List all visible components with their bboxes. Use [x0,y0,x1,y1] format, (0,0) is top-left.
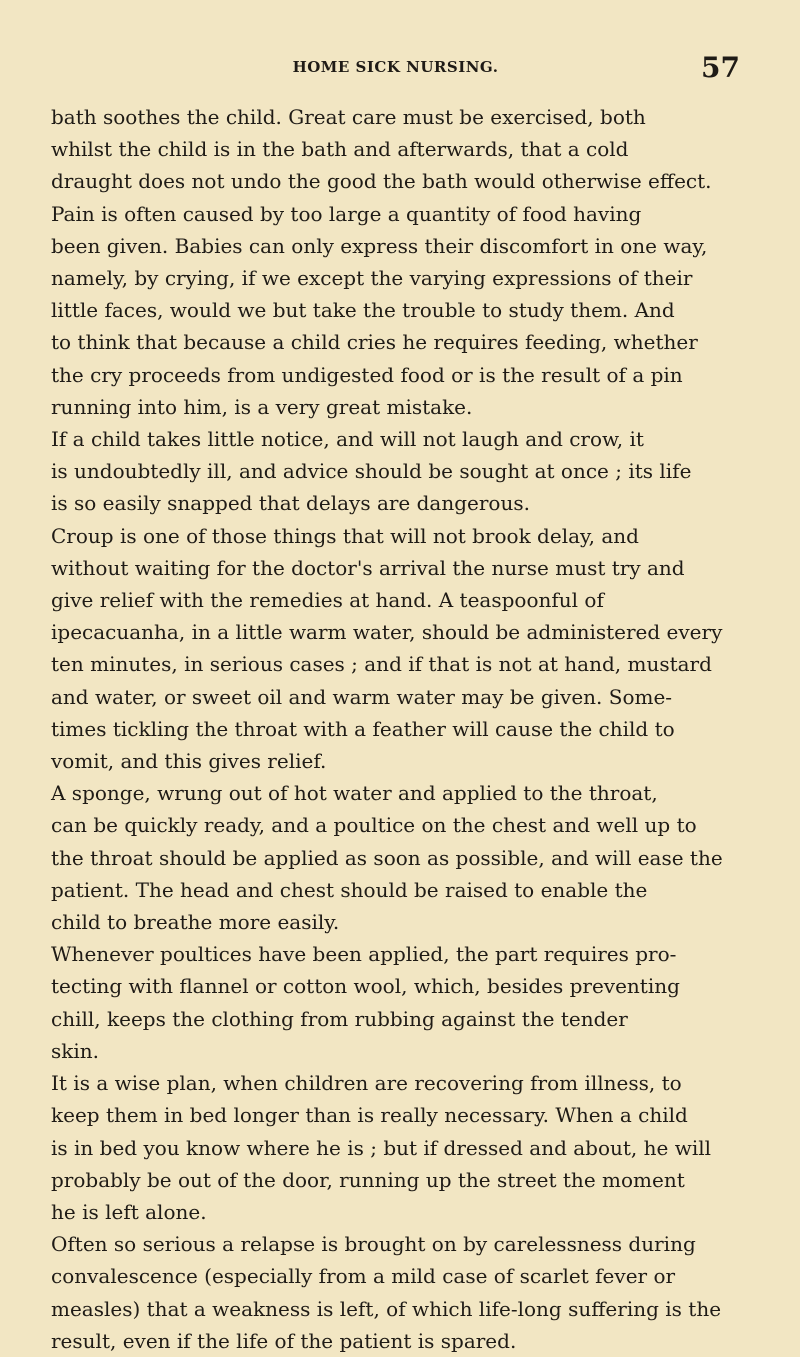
body-text [51,101,743,1357]
text-line: is in bed you know where he is ; but if dressed and about, he will [51,1135,712,1160]
text-line: skin. [51,1038,100,1063]
text-line: and water, or sweet oil and warm water may be given. Some- [51,684,673,709]
text-line: tecting with flannel or cotton wool, which, besides preventing [51,974,680,999]
text-line: can be quickly ready, and a poultice on the chest and well up to [51,813,697,838]
text-line: It is a wise plan, when children are recovering from illness, to [51,1071,682,1096]
text-line: bath soothes the child. Great care must be exercised, both [51,105,646,129]
text-line: whilst the child is in the bath and afterwards, that a cold [51,137,629,162]
text-line: Pain is often caused by too large a quantity of food having [51,201,642,226]
text-line: A sponge, wrung out of hot water and applied to the throat, [51,781,658,806]
text-line: is so easily snapped that delays are dangerous. [51,491,530,516]
text-line: measles) that a weakness is left, of which life-long suffering is the [51,1296,722,1321]
text-line: to think that because a child cries he requires feeding, whether [51,330,698,355]
text-line: chill, keeps the clothing from rubbing against the tender [51,1006,628,1031]
text-line: namely, by crying, if we except the varying expressions of their [51,266,693,291]
text-line: without waiting for the doctor's arrival the nurse must try and [51,555,685,580]
running-head [51,51,740,88]
text-line: times tickling the throat with a feather will cause the child to [51,716,675,741]
text-line: the throat should be applied as soon as possible, and will ease the [51,845,723,870]
text-line: give relief with the remedies at hand. A teaspoonful of [51,588,604,613]
text-line: draught does not undo the good the bath would otherwise effect. [51,169,712,194]
text-line: probably be out of the door, running up the street the moment [51,1167,685,1192]
text-line: little faces, would we but take the trouble to study them. And [51,298,675,323]
text-line: is undoubtedly ill, and advice should be sought at once ; its life [51,459,692,484]
text-line: Often so serious a relapse is brought on by carelessness during [51,1232,696,1257]
text-line: ten minutes, in serious cases ; and if that is not at hand, mustard [51,652,712,677]
text-line: running into him, is a very great mistake. [51,394,473,419]
text-line: the cry proceeds from undigested food or is the result of a pin [51,362,683,387]
text-line: patient. The head and chest should be raised to enable the [51,877,648,902]
text-line: Croup is one of those things that will not brook delay, and [51,523,639,548]
text-line: ipecacuanha, in a little warm water, should be administered every [51,620,723,645]
text-line: been given. Babies can only express their discomfort in one way, [51,233,708,258]
text-line: If a child takes little notice, and will not laugh and crow, it [51,427,644,452]
text-line: result, even if the life of the patient is spared. [51,1328,517,1353]
text-line: Whenever poultices have been applied, the part requires pro- [51,942,677,967]
text-line: he is left alone. [51,1199,207,1224]
text-line: vomit, and this gives relief. [51,749,327,774]
page-number: 57 [701,51,740,84]
text-line: convalescence (especially from a mild case of scarlet fever or [51,1264,676,1289]
text-line: keep them in bed longer than is really necessary. When a child [51,1103,688,1128]
running-title: HOME SICK NURSING. [292,58,499,76]
text-line: child to breathe more easily. [51,910,340,935]
